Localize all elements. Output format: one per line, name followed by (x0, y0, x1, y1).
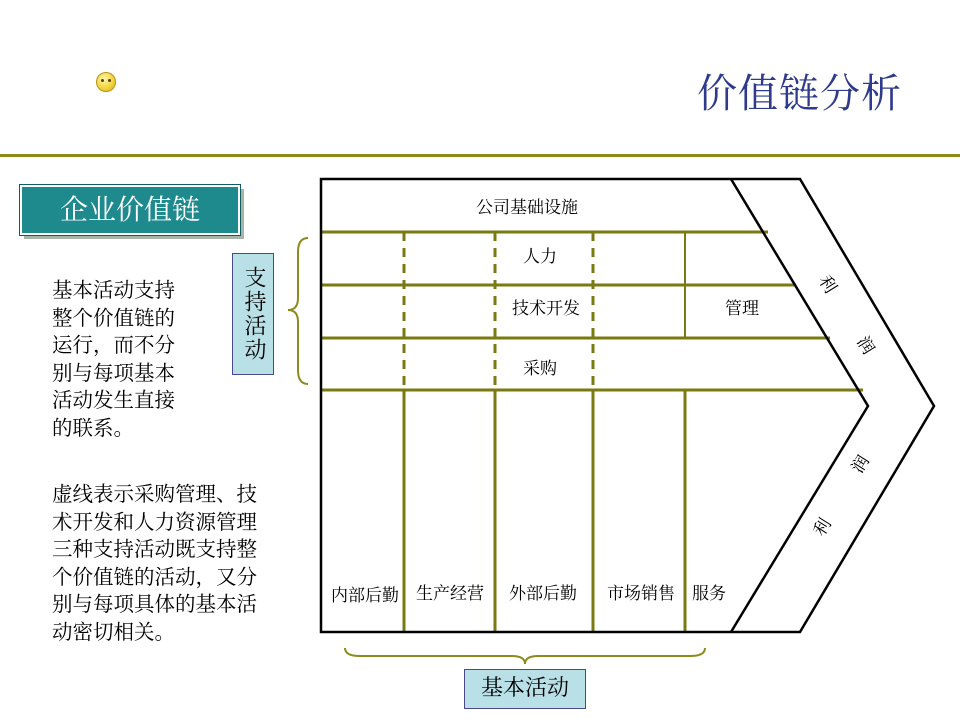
chain-outline (321, 179, 934, 632)
page-title: 价值链分析 (697, 71, 902, 117)
margin-inner-line (731, 179, 868, 632)
profit-bottom-char-2: 利 (809, 515, 836, 541)
description-paragraph-1: 基本活动支持 整个价值链的 运行，而不分 别与每项基本 活动发生直接 的联系。 (52, 278, 175, 440)
support-bracket (288, 238, 308, 384)
primary-outbound-logistics: 外部后勤 (509, 584, 577, 604)
tech-label: 技术开发 (512, 299, 580, 319)
procurement-label: 采购 (523, 359, 557, 379)
management-label: 管理 (725, 299, 759, 319)
support-activities-label: 支持活动 (232, 253, 274, 375)
primary-operations: 生产经营 (416, 584, 484, 604)
profit-top-char-2: 润 (852, 333, 879, 359)
profit-top-char-1: 利 (814, 272, 841, 298)
infrastructure-label: 公司基础设施 (476, 198, 578, 218)
description-paragraph-2: 虚线表示采购管理、技 术开发和人力资源管理 三种支持活动既支持整 个价值链的活动，又分 别与每项具体的基本活 动密切相关。 (52, 482, 257, 644)
basic-bracket (345, 648, 705, 664)
value-chain-label: 企业价值链 (20, 185, 240, 235)
profit-bottom-char-1: 润 (847, 452, 874, 478)
hr-label: 人力 (523, 247, 557, 267)
primary-service: 服务 (692, 584, 726, 604)
primary-marketing-sales: 市场销售 (607, 584, 675, 604)
primary-activities-label: 基本活动 (464, 669, 586, 709)
primary-inbound-logistics: 内部后勤 (331, 586, 399, 606)
